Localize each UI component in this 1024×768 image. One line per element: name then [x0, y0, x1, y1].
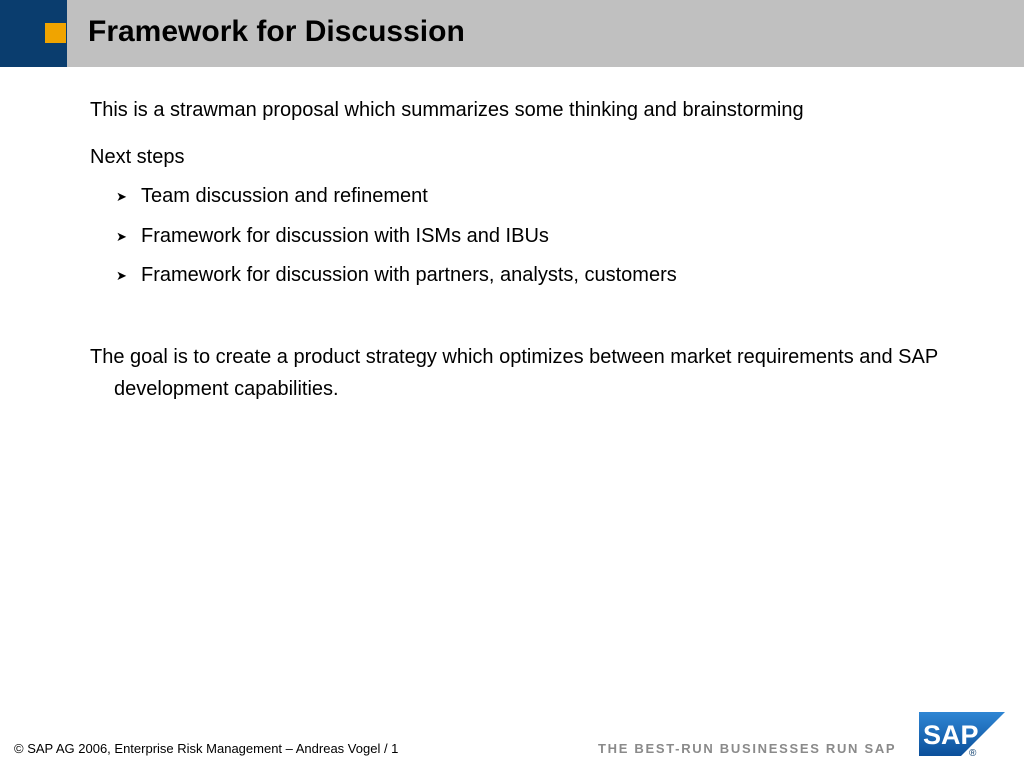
list-item: [114, 182, 677, 222]
next-steps-list: [114, 182, 677, 301]
list-item-text: Framework for discussion with ISMs and IBUs: [141, 224, 549, 247]
intro-text: This is a strawman proposal which summarizes some thinking and brainstorming: [90, 99, 804, 121]
list-item-text: Team discussion and refinement: [141, 185, 428, 207]
slide-title: Framework for Discussion: [88, 15, 465, 48]
arrowhead-bullet-icon: ➤: [116, 189, 127, 204]
registered-mark: ®: [969, 748, 977, 759]
list-item-text: Framework for discussion with partners, analysts, customers: [141, 264, 677, 286]
list-item: [114, 261, 677, 301]
arrowhead-bullet-icon: ➤: [116, 228, 127, 244]
sap-logo-text: SAP: [923, 720, 979, 750]
title-bar: [0, 0, 1024, 67]
list-item: [114, 222, 677, 262]
arrowhead-bullet-icon: ➤: [116, 268, 127, 283]
footer-tagline: THE BEST-RUN BUSINESSES RUN SAP: [598, 741, 897, 756]
title-accent-square: [45, 23, 66, 43]
sap-logo: [919, 712, 1005, 756]
goal-text: The goal is to create a product strategy which optimizes between market requirements and SAP development capabilities.: [90, 346, 938, 400]
next-steps-heading: Next steps: [90, 146, 185, 168]
footer-copyright: © SAP AG 2006, Enterprise Risk Management – Andreas Vogel / 1: [14, 741, 399, 756]
